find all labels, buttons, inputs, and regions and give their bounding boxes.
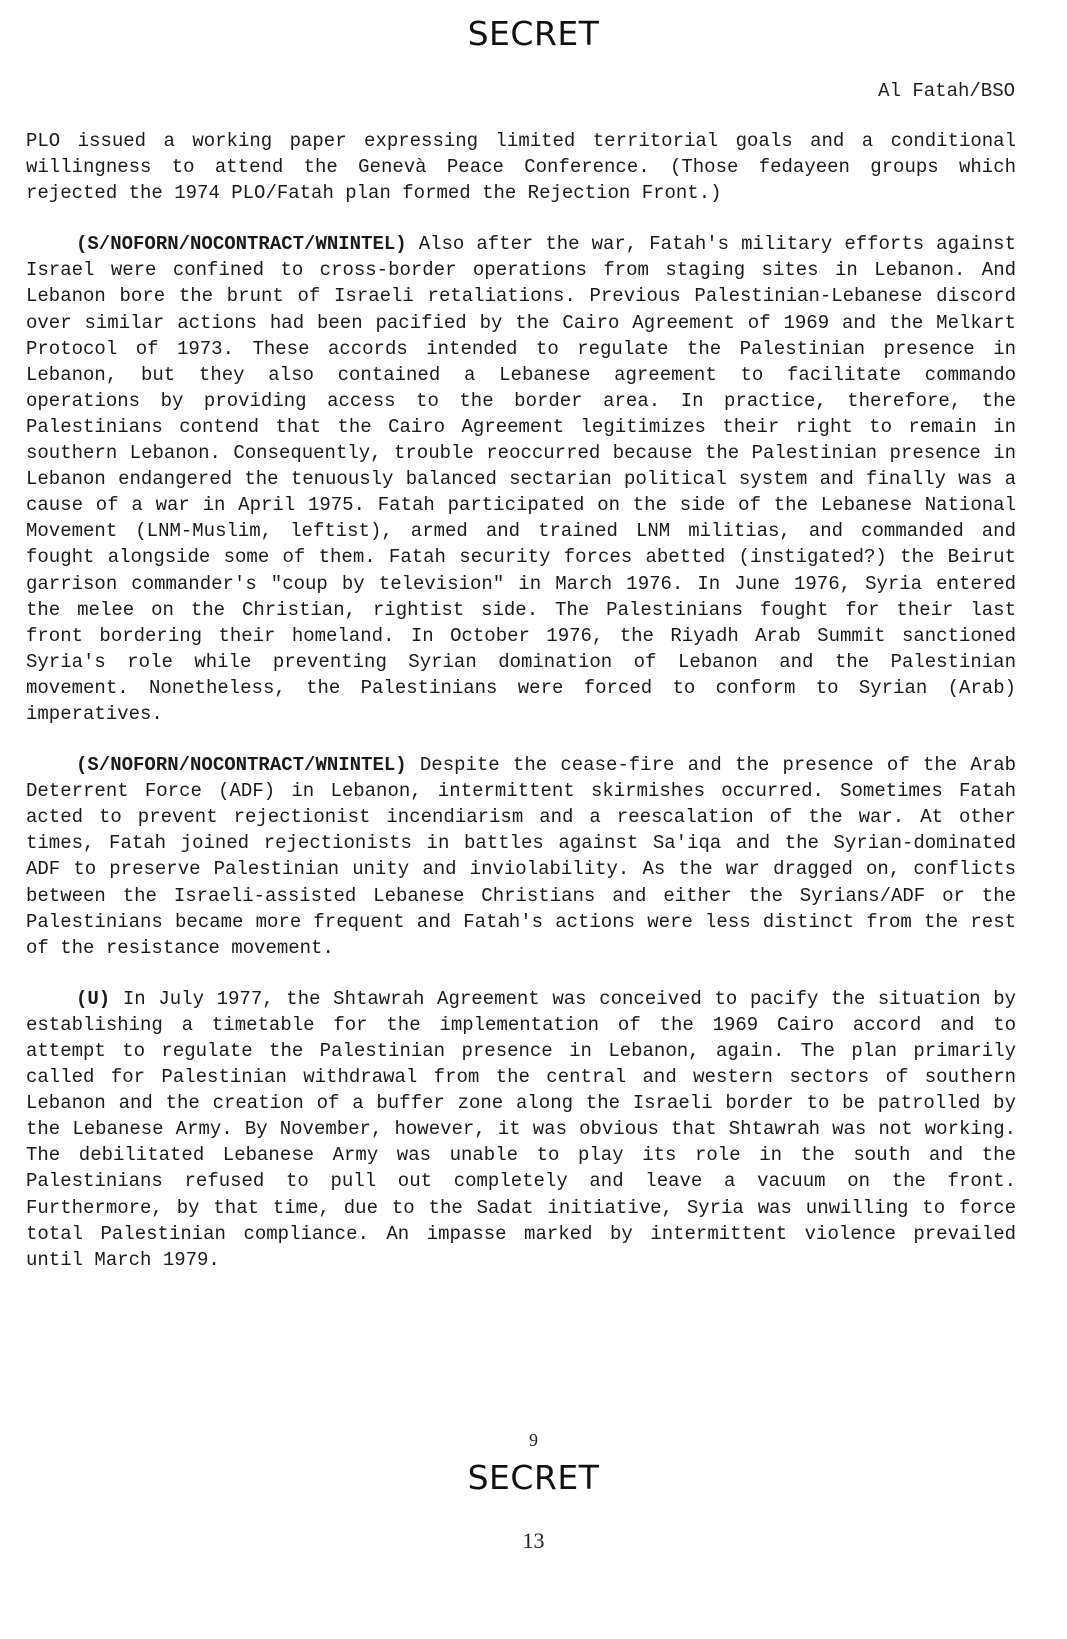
paragraph-1-text: PLO issued a working paper expressing limited territorial goals and a conditional willingness to attend the Genevà Peace Conference. (Those fedayeen groups which rejected the 1974 PLO/Fatah plan formed the Rejection Front.) [26,130,1016,205]
page-number: 13 [522,1528,545,1553]
paragraph-4 [26,986,1016,1273]
paragraph-3-text: Despite the cease-fire and the presence of the Arab Deterrent Force (ADF) in Lebanon, intermittent skirmishes occurred. Sometimes Fatah acted to prevent rejectionist incendiarism and a reescalation of the war. At other times, Fatah joined rejectionists in battles against Sa'iqa and the Syrian-dominated ADF to preserve Palestinian unity and inviolability. As the war dragged on, conflicts between the Israeli-assisted Lebanese Christians and either the Syrians/ADF or the Palestinians became more frequent and Fatah's actions were less distinct from the rest of the resistance movement. [26,754,1016,959]
paragraph-2 [26,231,1016,727]
classification-footer: SECRET [467,1458,600,1497]
classification-header: SECRET [467,14,600,53]
paragraph-4-text: In July 1977, the Shtawrah Agreement was conceived to pacify the situation by establishing a timetable for the implementation of the 1969 Cairo accord and to attempt to regulate the Palestinian presence in Lebanon, again. The plan primarily called for Palestinian withdrawal from the central and western sectors of southern Lebanon and the creation of a buffer zone along the Israeli border to be patrolled by the Lebanese Army. By November, however, it was obvious that Shtawrah was not working. The debilitated Lebanese Army was unable to play its role in the south and the Palestinians refused to pull out completely and leave a vacuum on the front. Furthermore, by that time, due to the Sadat initiative, Syria was unwilling to force total Palestinian compliance. An impasse marked by intermittent violence prevailed until March 1979. [26,987,1016,1271]
page-mark: 9 [529,1430,538,1450]
document-reference: Al Fatah/BSO [878,80,1015,102]
paragraph-2-classification-marking: (S/NOFORN/NOCONTRACT/WNINTEL) [76,233,407,256]
document-body [26,128,1016,1298]
paragraph-2-text: Also after the war, Fatah's military efforts against Israel were confined to cross-border operations from staging sites in Lebanon. And Lebanon bore the brunt of Israeli retaliations. Previous Palestinian-Lebanese discord over similar actions had been pacified by the Cairo Agreement of 1969 and the Melkart Protocol of 1973. These accords intended to regulate the Palestinian presence in Lebanon, but they also contained a Lebanese agreement to facilitate commando operations by providing access to the border area. In practice, therefore, the Palestinians contend that the Cairo Agreement legitimizes their right to remain in southern Lebanon. Consequently, trouble reoccurred because the Palestinian presence in Lebanon endangered the tenuously balanced sectarian political system and finally was a cause of a war in April 1975. Fatah participated on the side of the Lebanese National Movement (LNM-Muslim, leftist), armed and trained LNM militias, and commanded and fought alongside some of them. Fatah security forces abetted (instigated?) the Beirut garrison commander's "coup by television" in March 1976. In June 1976, Syria entered the melee on the Christian, rightist side. The Palestinians fought for their last front bordering their homeland. In October 1976, the Riyadh Arab Summit sanctioned Syria's role while preventing Syrian domination of Lebanon and the Palestinian movement. Nonetheless, the Palestinians were forced to conform to Syrian (Arab) imperatives. [26,233,1016,725]
paragraph-4-classification-marking: (U) [76,987,111,1010]
paragraph-1 [26,128,1016,206]
paragraph-3-classification-marking: (S/NOFORN/NOCONTRACT/WNINTEL) [76,754,407,777]
paragraph-3 [26,752,1016,961]
